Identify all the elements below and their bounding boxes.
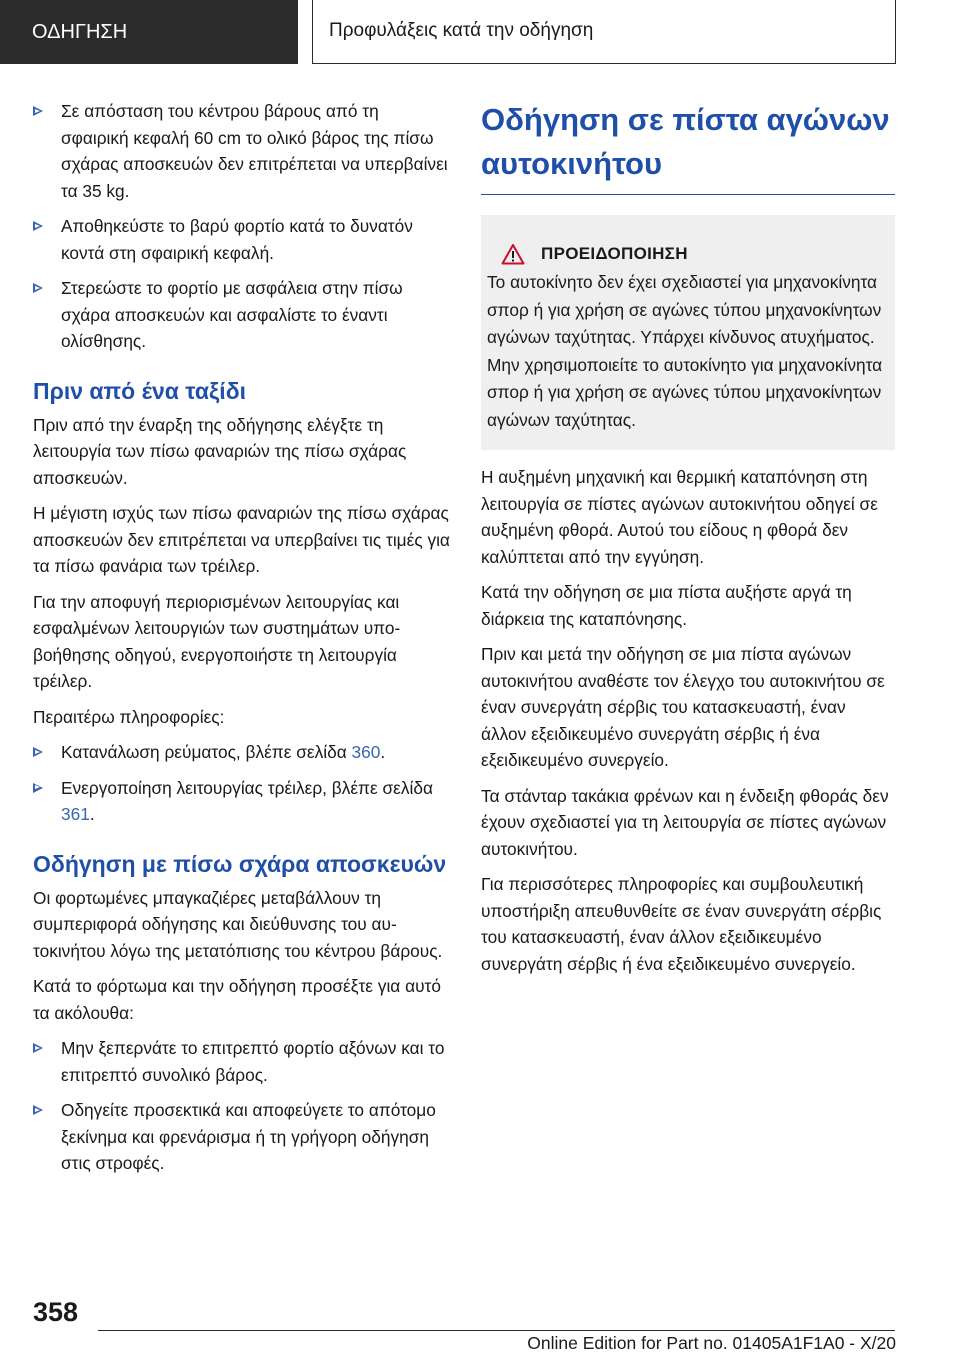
paragraph: Η αυξημένη μηχανική και θερμική καταπόνηση στη λειτουργία σε πίστες αγώνων αυτοκινήτου οδηγεί σε αυξημένη φθορά. Αυτού του είδους η φθορά δεν καλύπτεται από την εγγύηση.	[481, 467, 878, 567]
main-heading-race-track: Οδήγηση σε πίστα αγώνων αυτοκινήτου	[481, 102, 890, 181]
page-number: 358	[33, 1297, 79, 1327]
bullet-triangle-icon	[33, 1043, 43, 1053]
section-heading-before-trip: Πριν από ένα ταξίδι	[33, 377, 247, 404]
section-heading-rear-rack: Οδήγηση με πίσω σχάρα αποσκευών	[33, 850, 447, 877]
paragraph: Για περισσότερες πληροφορίες και συμβουλευτική υποστήριξη απευθυνθείτε σε έναν συνεργάτη σέρβις του κατασκευαστή, έναν άλλον εξειδικευμένο συνεργάτη σέρβις ή ένα εξειδικευμένο συνεργείο.	[481, 874, 882, 974]
paragraph: Η μέγιστη ισχύς των πίσω φαναριών της πίσω σχάρας αποσκευών δεν επιτρέπεται να υπερβαίνει τις τιμές για τα πίσω φανάρια των τρέιλερ.	[33, 503, 450, 576]
paragraph: Για την αποφυγή περιορισμένων λειτουργίας και εσφαλμένων λειτουργιών των συστημάτων υποβοήθησης οδηγού, ενεργοποιήστε τη λειτουργία τρέιλερ.	[33, 591, 401, 691]
left-column	[33, 98, 451, 1186]
bullet-list-references	[33, 739, 451, 828]
list-item: Μην ξεπερνάτε το επιτρεπτό φορτίο αξόνων και το επιτρεπτό συνολικό βάρος.	[33, 1035, 451, 1088]
paragraph: Οι φορτωμένες μπαγκαζιέρες μεταβάλλουν τη συμπεριφορά οδήγησης και διεύθυνσης του αυτοκινήτου λόγω της μετατόπισης του κέντρου βάρους.	[33, 887, 443, 961]
right-column	[481, 98, 895, 986]
paragraph: Πριν από την έναρξη της οδήγησης ελέγξτε τη λειτουργία των πίσω φαναριών της πίσω σχάρας αποσκευών.	[33, 414, 407, 488]
warning-text: Το αυτοκίνητο δεν έχει σχεδιαστεί για μηχανοκίνητα σπορ ή για χρήση σε αγώνες τύπου μηχανοκίνητων αγώνων ταχύτητας. Υπάρχει κίνδυνος ατυχήματος. Μην χρησιμοποιείτε το αυτοκίνητο για μηχανοκίνητα σπορ ή για χρήση σε αγώνες τύπου μηχανοκίνητων αγώνων ταχύτητας.	[487, 272, 883, 430]
list-item: Σε απόσταση του κέντρου βάρους από τη σφαιρική κεφαλή 60 cm το ολικό βάρος της πίσω σχάρας αποσκευών δεν επιτρέπεται να υπερβαίνει τα 35 kg.	[33, 98, 451, 204]
list-item: Κατανάλωση ρεύματος, βλέπε σελίδα 360.	[33, 739, 451, 766]
warning-box	[481, 215, 895, 450]
bullet-triangle-icon	[33, 1105, 43, 1115]
bullet-triangle-icon	[33, 283, 43, 293]
heading-divider	[481, 194, 895, 195]
list-item: Στερεώστε το φορτίο με ασφάλεια στην πίσω σχάρα αποσκευών και ασφαλίστε το έναντι ολίσθησης.	[33, 275, 451, 355]
bullet-triangle-icon	[33, 106, 43, 116]
paragraph: Περαιτέρω πληροφορίες:	[33, 706, 225, 727]
warning-title: ΠΡΟΕΙΔΟΠΟΙΗΣΗ	[541, 244, 688, 263]
bullet-list-load	[33, 98, 451, 355]
footer-edition: Online Edition for Part no. 01405A1F1A0 - X/20	[527, 1333, 896, 1353]
header-chapter-title: Προφυλάξεις κατά την οδήγηση	[312, 0, 896, 64]
bullet-list-driving	[33, 1035, 451, 1177]
bullet-triangle-icon	[33, 221, 43, 231]
list-item: Ενεργοποίηση λειτουργίας τρέιλερ, βλέπε σελίδα 361.	[33, 775, 451, 828]
paragraph: Πριν και μετά την οδήγηση σε μια πίστα αγώνων αυτοκινήτου αναθέστε τον έλεγχο του αυτοκινήτου σε έναν συνεργάτη σέρβις του κατασκευαστή, έναν άλλον εξειδικευμένο συνεργάτη σέρβις ή ένα εξειδικευμένο συνεργείο.	[481, 644, 885, 770]
paragraph: Κατά την οδήγηση σε μια πίστα αυξήστε αργά τη διάρκεια της καταπόνησης.	[481, 582, 852, 629]
page-link-360[interactable]: 360	[351, 742, 381, 762]
bullet-triangle-icon	[33, 783, 43, 793]
list-item: Αποθηκεύστε το βαρύ φορτίο κατά το δυνατόν κοντά στη σφαιρική κεφαλή.	[33, 213, 451, 266]
warning-triangle-icon	[501, 243, 525, 265]
page-link-361[interactable]: 361	[61, 804, 90, 824]
footer-divider	[98, 1330, 895, 1331]
list-item: Οδηγείτε προσεκτικά και αποφεύγετε το απότομο ξεκίνημα και φρενάρισμα ή τη γρήγορη οδήγηση στις στροφές.	[33, 1097, 451, 1177]
bullet-triangle-icon	[33, 747, 43, 757]
header-section-tab: ΟΔΗΓΗΣΗ	[0, 0, 298, 64]
warning-header	[487, 243, 887, 265]
paragraph: Κατά το φόρτωμα και την οδήγηση προσέξτε για αυτό τα ακόλουθα:	[33, 976, 441, 1023]
paragraph: Τα στάνταρ τακάκια φρένων και η ένδειξη φθοράς δεν έχουν σχεδιαστεί για τη λειτουργία σε πίστες αγώνων αυτοκινήτου.	[481, 785, 889, 859]
